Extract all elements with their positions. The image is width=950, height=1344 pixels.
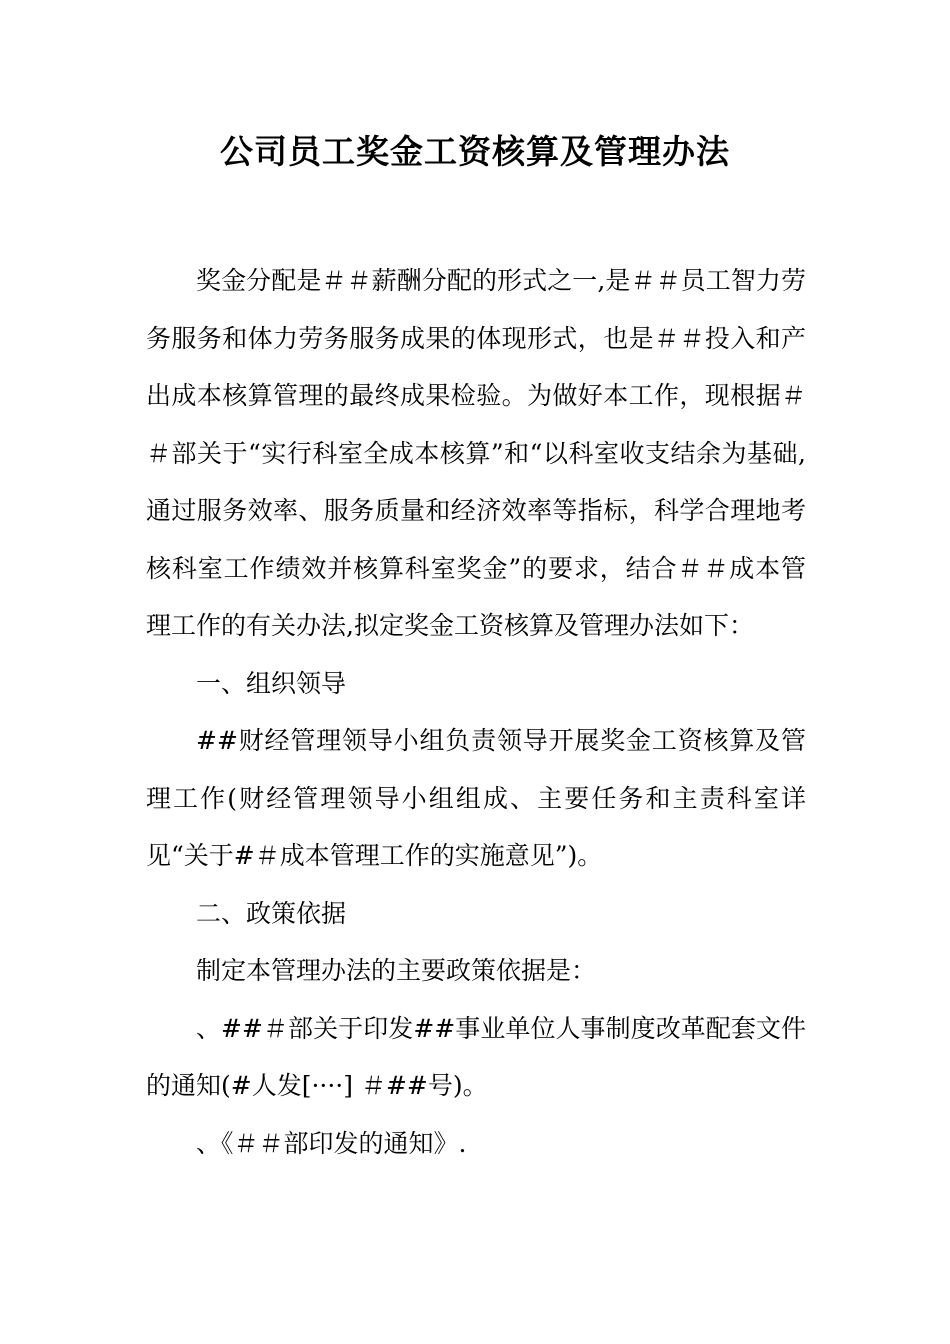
policy-basis-paragraph: 制定本管理办法的主要政策依据是： — [196, 956, 597, 985]
policy-item-1: 、##＃部关于印发##事业单位人事制度改革配套文件的通知(#人发[····] ＃##号)。 — [146, 1013, 806, 1100]
section-heading-organization: 一、组织领导 — [196, 668, 347, 698]
document-title: 公司员工奖金工资核算及管理办法 — [220, 132, 730, 171]
section-heading-policy-basis: 二、政策依据 — [196, 898, 347, 928]
document-body — [146, 252, 806, 1172]
organization-paragraph: ##财经管理领导小组负责领导开展奖金工资核算及管理工作(财经管理领导小组组成、主要任务和主责科室详见“关于#＃成本管理工作的实施意见”)。 — [146, 726, 806, 870]
policy-item-2: 、《＃＃部印发的通知》. — [196, 1128, 467, 1158]
intro-paragraph: 奖金分配是＃＃薪酬分配的形式之一,是＃＃员工智力劳务服务和体力劳务服务成果的体现形式，也是＃＃投入和产出成本核算管理的最终成果检验。为做好本工作，现根据＃＃部关于“实行科室全成本核算”和“以科室收支结余为基础,通过服务效率、服务质量和经济效率等指标，科学合理地考核科室工作绩效并核算科室奖金”的要求，结合＃＃成本管理工作的有关办法,拟定奖金工资核算及管理办法如下： — [146, 266, 806, 640]
